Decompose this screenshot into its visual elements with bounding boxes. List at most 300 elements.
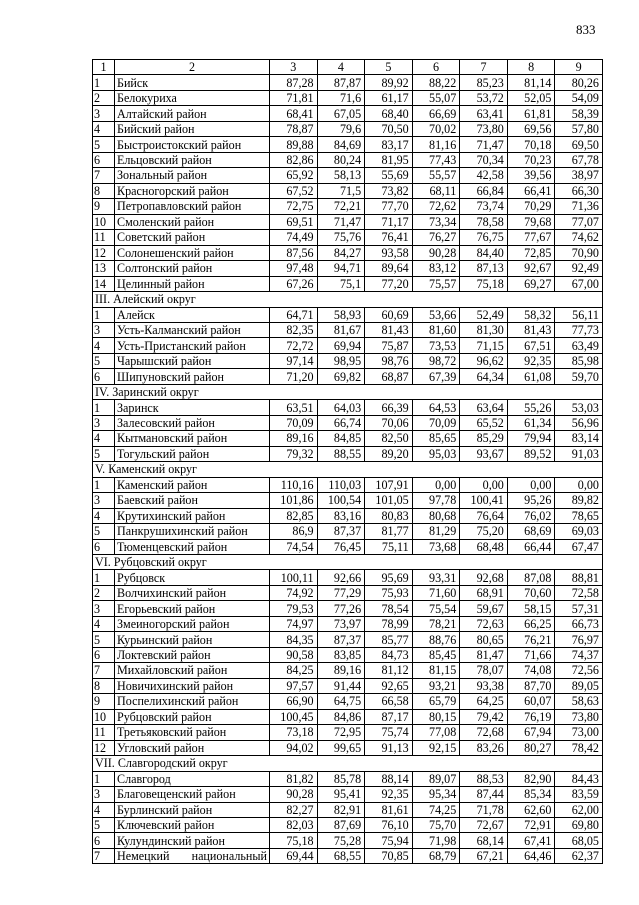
district-name: Ключевский район (115, 817, 270, 832)
row-index: 4 (93, 802, 115, 817)
value-cell: 89,16 (270, 431, 318, 446)
header-cell: 8 (507, 60, 555, 75)
value-cell: 72,85 (507, 245, 555, 260)
row-index: 6 (93, 539, 115, 554)
value-cell: 70,34 (460, 152, 508, 167)
value-cell: 81,61 (365, 802, 413, 817)
value-cell: 71,20 (270, 369, 318, 384)
district-name: Зональный район (115, 168, 270, 183)
value-cell: 55,07 (412, 90, 460, 105)
value-cell: 75,18 (460, 276, 508, 291)
table-row (93, 245, 603, 260)
table-row (93, 817, 603, 832)
table-body (93, 60, 603, 864)
value-cell: 84,73 (365, 647, 413, 662)
value-cell: 56,11 (555, 307, 603, 322)
value-cell: 73,34 (412, 214, 460, 229)
table-row (93, 616, 603, 631)
district-name: Советский район (115, 230, 270, 245)
value-cell: 79,6 (317, 121, 365, 136)
row-index: 9 (93, 694, 115, 709)
district-name: Новичихинский район (115, 678, 270, 693)
value-cell: 79,42 (460, 709, 508, 724)
row-index: 11 (93, 230, 115, 245)
row-index: 14 (93, 276, 115, 291)
value-cell: 82,85 (270, 508, 318, 523)
value-cell: 85,77 (365, 632, 413, 647)
value-cell: 80,68 (412, 508, 460, 523)
row-index: 7 (93, 663, 115, 678)
table-row (93, 137, 603, 152)
row-index: 12 (93, 740, 115, 755)
table-row (93, 539, 603, 554)
value-cell: 79,94 (507, 431, 555, 446)
district-name: Усть-Калманский район (115, 322, 270, 337)
value-cell: 92,15 (412, 740, 460, 755)
district-name: Рубцовск (115, 570, 270, 585)
row-index: 10 (93, 214, 115, 229)
row-index: 7 (93, 168, 115, 183)
district-name: Солонешенский район (115, 245, 270, 260)
table-row (93, 446, 603, 461)
value-cell: 82,91 (317, 802, 365, 817)
district-name: Баевский район (115, 493, 270, 508)
table-row (93, 90, 603, 105)
value-cell: 84,85 (317, 431, 365, 446)
district-name: Залесовский район (115, 415, 270, 430)
value-cell: 64,03 (317, 400, 365, 415)
table-row (93, 75, 603, 90)
value-cell: 66,90 (270, 694, 318, 709)
value-cell: 72,56 (555, 663, 603, 678)
value-cell: 80,83 (365, 508, 413, 523)
value-cell: 80,26 (555, 75, 603, 90)
value-cell: 85,23 (460, 75, 508, 90)
value-cell: 85,78 (317, 771, 365, 786)
table-row (93, 570, 603, 585)
table-row (93, 740, 603, 755)
row-index: 4 (93, 616, 115, 631)
value-cell: 75,1 (317, 276, 365, 291)
value-cell: 68,69 (507, 524, 555, 539)
value-cell: 67,05 (317, 106, 365, 121)
row-index: 5 (93, 353, 115, 368)
value-cell: 66,39 (365, 400, 413, 415)
value-cell: 87,28 (270, 75, 318, 90)
value-cell: 72,95 (317, 725, 365, 740)
table-row (93, 678, 603, 693)
value-cell: 55,26 (507, 400, 555, 415)
value-cell: 89,05 (555, 678, 603, 693)
value-cell: 70,18 (507, 137, 555, 152)
row-index: 1 (93, 75, 115, 90)
row-index: 8 (93, 183, 115, 198)
value-cell: 78,58 (460, 214, 508, 229)
value-cell: 66,74 (317, 415, 365, 430)
table-row (93, 168, 603, 183)
value-cell: 72,62 (412, 199, 460, 214)
table-row (93, 725, 603, 740)
value-cell: 80,65 (460, 632, 508, 647)
value-cell: 83,16 (317, 508, 365, 523)
value-cell: 67,41 (507, 833, 555, 848)
value-cell: 87,44 (460, 787, 508, 802)
header-cell: 1 (93, 60, 115, 75)
value-cell: 59,67 (460, 601, 508, 616)
row-index: 13 (93, 261, 115, 276)
value-cell: 92,35 (365, 787, 413, 802)
value-cell: 91,44 (317, 678, 365, 693)
page-number: 833 (576, 22, 596, 37)
value-cell: 67,00 (555, 276, 603, 291)
section-title: III. Алейский округ (93, 292, 603, 307)
value-cell: 64,46 (507, 848, 555, 863)
table-row (93, 230, 603, 245)
row-index: 5 (93, 524, 115, 539)
value-cell: 61,17 (365, 90, 413, 105)
table-row (93, 477, 603, 492)
value-cell: 100,54 (317, 493, 365, 508)
value-cell: 71,66 (507, 647, 555, 662)
row-index: 12 (93, 245, 115, 260)
value-cell: 73,00 (555, 725, 603, 740)
value-cell: 39,56 (507, 168, 555, 183)
table-row (93, 415, 603, 430)
value-cell: 71,98 (412, 833, 460, 848)
value-cell: 86,9 (270, 524, 318, 539)
value-cell: 87,56 (270, 245, 318, 260)
value-cell: 72,75 (270, 199, 318, 214)
value-cell: 69,27 (507, 276, 555, 291)
row-index: 11 (93, 725, 115, 740)
value-cell: 95,41 (317, 787, 365, 802)
value-cell: 54,09 (555, 90, 603, 105)
value-cell: 82,27 (270, 802, 318, 817)
district-name: Крутихинский район (115, 508, 270, 523)
district-name: Третьяковский район (115, 725, 270, 740)
value-cell: 75,28 (317, 833, 365, 848)
table-row (93, 833, 603, 848)
value-cell: 81,43 (507, 322, 555, 337)
table-header-row (93, 60, 603, 75)
value-cell: 79,53 (270, 601, 318, 616)
value-cell: 69,94 (317, 338, 365, 353)
row-index: 3 (93, 787, 115, 802)
table-row (93, 632, 603, 647)
row-index: 4 (93, 508, 115, 523)
value-cell: 70,06 (365, 415, 413, 430)
value-cell: 64,71 (270, 307, 318, 322)
value-cell: 97,57 (270, 678, 318, 693)
value-cell: 71,47 (317, 214, 365, 229)
value-cell: 71,17 (365, 214, 413, 229)
table-row (93, 400, 603, 415)
district-name: Угловский район (115, 740, 270, 755)
value-cell: 72,63 (460, 616, 508, 631)
value-cell: 73,97 (317, 616, 365, 631)
value-cell: 78,21 (412, 616, 460, 631)
value-cell: 71,78 (460, 802, 508, 817)
value-cell: 67,94 (507, 725, 555, 740)
value-cell: 66,30 (555, 183, 603, 198)
value-cell: 58,15 (507, 601, 555, 616)
value-cell: 83,85 (317, 647, 365, 662)
section-title: VII. Славгородский округ (93, 756, 603, 771)
value-cell: 69,80 (555, 817, 603, 832)
value-cell: 68,55 (317, 848, 365, 863)
value-cell: 71,60 (412, 585, 460, 600)
statistics-table (92, 59, 603, 864)
value-cell: 70,85 (365, 848, 413, 863)
row-index: 6 (93, 369, 115, 384)
district-name: Благовещенский район (115, 787, 270, 802)
value-cell: 0,00 (460, 477, 508, 492)
section-header-row (93, 384, 603, 399)
value-cell: 61,81 (507, 106, 555, 121)
district-name: Тогульский район (115, 446, 270, 461)
value-cell: 100,11 (270, 570, 318, 585)
table-row (93, 508, 603, 523)
value-cell: 90,28 (270, 787, 318, 802)
value-cell: 76,27 (412, 230, 460, 245)
value-cell: 84,69 (317, 137, 365, 152)
table-row (93, 276, 603, 291)
value-cell: 55,69 (365, 168, 413, 183)
value-cell: 55,57 (412, 168, 460, 183)
value-cell: 89,64 (365, 261, 413, 276)
value-cell: 82,86 (270, 152, 318, 167)
value-cell: 92,66 (317, 570, 365, 585)
row-index: 3 (93, 322, 115, 337)
value-cell: 58,93 (317, 307, 365, 322)
value-cell: 68,48 (460, 539, 508, 554)
district-name: Михайловский район (115, 663, 270, 678)
value-cell: 68,87 (365, 369, 413, 384)
row-index: 4 (93, 431, 115, 446)
value-cell: 72,67 (460, 817, 508, 832)
value-cell: 92,65 (365, 678, 413, 693)
value-cell: 67,47 (555, 539, 603, 554)
row-index: 5 (93, 632, 115, 647)
table-row (93, 663, 603, 678)
row-index: 6 (93, 833, 115, 848)
value-cell: 76,02 (507, 508, 555, 523)
value-cell: 42,58 (460, 168, 508, 183)
value-cell: 79,32 (270, 446, 318, 461)
value-cell: 78,65 (555, 508, 603, 523)
value-cell: 71,6 (317, 90, 365, 105)
value-cell: 78,42 (555, 740, 603, 755)
row-index: 3 (93, 106, 115, 121)
value-cell: 67,51 (507, 338, 555, 353)
value-cell: 84,35 (270, 632, 318, 647)
value-cell: 62,60 (507, 802, 555, 817)
district-name: Целинный район (115, 276, 270, 291)
value-cell: 68,40 (365, 106, 413, 121)
value-cell: 66,84 (460, 183, 508, 198)
value-cell: 58,13 (317, 168, 365, 183)
value-cell: 85,34 (507, 787, 555, 802)
value-cell: 75,70 (412, 817, 460, 832)
value-cell: 78,87 (270, 121, 318, 136)
value-cell: 63,41 (460, 106, 508, 121)
value-cell: 87,37 (317, 524, 365, 539)
value-cell: 73,80 (460, 121, 508, 136)
value-cell: 87,87 (317, 75, 365, 90)
header-cell: 7 (460, 60, 508, 75)
value-cell: 76,19 (507, 709, 555, 724)
value-cell: 71,81 (270, 90, 318, 105)
value-cell: 88,76 (412, 632, 460, 647)
value-cell: 101,05 (365, 493, 413, 508)
value-cell: 53,72 (460, 90, 508, 105)
district-name: Локтевский район (115, 647, 270, 662)
table-row (93, 601, 603, 616)
value-cell: 70,90 (555, 245, 603, 260)
row-index: 3 (93, 415, 115, 430)
value-cell: 81,47 (460, 647, 508, 662)
value-cell: 79,68 (507, 214, 555, 229)
section-header-row (93, 292, 603, 307)
district-name: Немецкий национальный (115, 848, 270, 863)
section-title: IV. Заринский округ (93, 384, 603, 399)
value-cell: 64,25 (460, 694, 508, 709)
value-cell: 82,35 (270, 322, 318, 337)
value-cell: 52,49 (460, 307, 508, 322)
value-cell: 81,29 (412, 524, 460, 539)
value-cell: 88,55 (317, 446, 365, 461)
value-cell: 98,72 (412, 353, 460, 368)
value-cell: 82,50 (365, 431, 413, 446)
value-cell: 88,53 (460, 771, 508, 786)
value-cell: 92,67 (507, 261, 555, 276)
table-row (93, 771, 603, 786)
district-name: Тюменцевский район (115, 539, 270, 554)
district-name: Бийск (115, 75, 270, 90)
district-name: Чарышский район (115, 353, 270, 368)
value-cell: 71,36 (555, 199, 603, 214)
value-cell: 88,81 (555, 570, 603, 585)
value-cell: 81,82 (270, 771, 318, 786)
row-index: 1 (93, 400, 115, 415)
value-cell: 83,59 (555, 787, 603, 802)
value-cell: 92,35 (507, 353, 555, 368)
value-cell: 63,51 (270, 400, 318, 415)
table-row (93, 848, 603, 863)
value-cell: 85,29 (460, 431, 508, 446)
value-cell: 74,92 (270, 585, 318, 600)
value-cell: 77,07 (555, 214, 603, 229)
value-cell: 85,65 (412, 431, 460, 446)
value-cell: 70,29 (507, 199, 555, 214)
value-cell: 85,98 (555, 353, 603, 368)
value-cell: 84,40 (460, 245, 508, 260)
value-cell: 89,07 (412, 771, 460, 786)
value-cell: 76,97 (555, 632, 603, 647)
value-cell: 89,52 (507, 446, 555, 461)
value-cell: 75,20 (460, 524, 508, 539)
value-cell: 66,58 (365, 694, 413, 709)
header-cell: 6 (412, 60, 460, 75)
value-cell: 71,47 (460, 137, 508, 152)
table-row (93, 322, 603, 337)
row-index: 10 (93, 709, 115, 724)
value-cell: 73,18 (270, 725, 318, 740)
value-cell: 100,45 (270, 709, 318, 724)
value-cell: 88,22 (412, 75, 460, 90)
value-cell: 81,14 (507, 75, 555, 90)
value-cell: 69,51 (270, 214, 318, 229)
value-cell: 87,69 (317, 817, 365, 832)
value-cell: 91,13 (365, 740, 413, 755)
table-row (93, 585, 603, 600)
row-index: 6 (93, 152, 115, 167)
value-cell: 82,03 (270, 817, 318, 832)
value-cell: 75,54 (412, 601, 460, 616)
value-cell: 87,17 (365, 709, 413, 724)
value-cell: 64,53 (412, 400, 460, 415)
value-cell: 72,58 (555, 585, 603, 600)
value-cell: 52,05 (507, 90, 555, 105)
district-name: Смоленский район (115, 214, 270, 229)
value-cell: 77,26 (317, 601, 365, 616)
value-cell: 61,34 (507, 415, 555, 430)
value-cell: 77,08 (412, 725, 460, 740)
value-cell: 99,65 (317, 740, 365, 755)
table-row (93, 307, 603, 322)
value-cell: 82,90 (507, 771, 555, 786)
value-cell: 74,54 (270, 539, 318, 554)
value-cell: 74,62 (555, 230, 603, 245)
value-cell: 77,20 (365, 276, 413, 291)
value-cell: 92,49 (555, 261, 603, 276)
value-cell: 67,78 (555, 152, 603, 167)
header-cell: 5 (365, 60, 413, 75)
header-cell: 4 (317, 60, 365, 75)
district-name: Усть-Пристанский район (115, 338, 270, 353)
row-index: 8 (93, 678, 115, 693)
value-cell: 53,03 (555, 400, 603, 415)
value-cell: 64,75 (317, 694, 365, 709)
district-name: Поспелихинский район (115, 694, 270, 709)
value-cell: 70,09 (270, 415, 318, 430)
value-cell: 62,00 (555, 802, 603, 817)
value-cell: 67,52 (270, 183, 318, 198)
value-cell: 63,49 (555, 338, 603, 353)
value-cell: 56,96 (555, 415, 603, 430)
district-name: Солтонский район (115, 261, 270, 276)
value-cell: 98,95 (317, 353, 365, 368)
value-cell: 61,08 (507, 369, 555, 384)
table-row (93, 787, 603, 802)
value-cell: 78,99 (365, 616, 413, 631)
value-cell: 83,26 (460, 740, 508, 755)
district-name: Заринск (115, 400, 270, 415)
value-cell: 75,11 (365, 539, 413, 554)
value-cell: 67,21 (460, 848, 508, 863)
value-cell: 73,80 (555, 709, 603, 724)
table-row (93, 369, 603, 384)
value-cell: 95,26 (507, 493, 555, 508)
value-cell: 89,16 (317, 663, 365, 678)
value-cell: 77,67 (507, 230, 555, 245)
value-cell: 97,78 (412, 493, 460, 508)
value-cell: 64,34 (460, 369, 508, 384)
value-cell: 78,54 (365, 601, 413, 616)
row-index: 2 (93, 90, 115, 105)
value-cell: 84,27 (317, 245, 365, 260)
value-cell: 81,67 (317, 322, 365, 337)
